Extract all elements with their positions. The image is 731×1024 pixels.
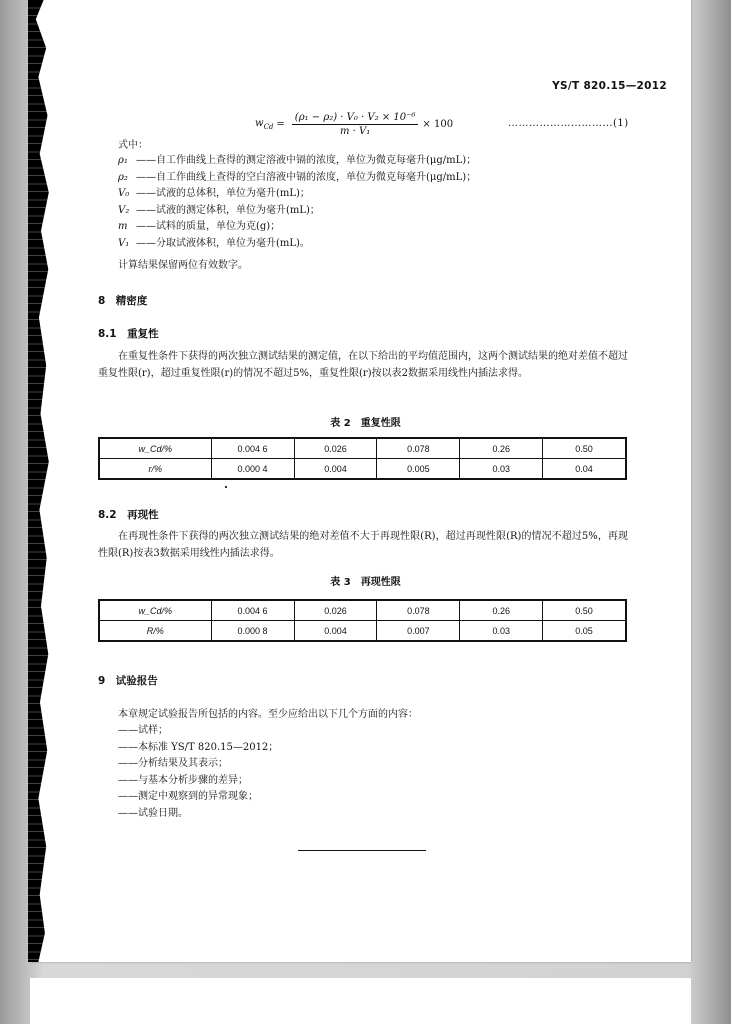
table-cell: 0.000 8 [211, 621, 294, 642]
section-8-title: 8 精密度 [98, 295, 148, 307]
table-row [99, 600, 626, 621]
formula-denominator: m · V₁ [339, 126, 371, 137]
table-row-header: r/% [99, 459, 211, 480]
table-cell: 0.004 6 [211, 438, 294, 459]
table-row [99, 621, 626, 642]
variable-description: ——试料的质量，单位为克(g)； [136, 221, 281, 232]
list-item: ——分析结果及其表示； [118, 758, 228, 769]
variable-definition [118, 203, 320, 220]
variable-definition [118, 170, 476, 187]
variable-symbol: V₀ [118, 188, 130, 199]
variable-symbol: ρ₁ [118, 155, 128, 166]
variable-definition [118, 153, 476, 170]
table-cell: 0.078 [377, 600, 460, 621]
table-cell: 0.000 4 [211, 459, 294, 480]
variable-definition [118, 219, 280, 236]
formula-lhs [255, 118, 273, 131]
list-item: ——与基本分析步骤的差异； [118, 774, 248, 786]
list-item: ——测定中观察到的异常现象； [118, 791, 258, 802]
list-item: ——本标准 YS/T 820.15—2012； [118, 741, 279, 753]
section-8-1-title: 8.1 重复性 [98, 328, 159, 340]
table-cell: 0.004 [294, 621, 377, 642]
section-9-title: 9 试验报告 [98, 675, 158, 687]
variable-symbol: V₁ [118, 237, 130, 249]
section-8-2-text: 在再现性条件下获得的两次独立测试结果的绝对差值不大于再现性限(R)，超过再现性限(R)的情况不超过5%，再现性限(R)按表3数据采用线性内插法求得。 [98, 531, 628, 559]
table-row-header: w_Cd/% [99, 438, 211, 459]
table-cell: 0.50 [543, 600, 626, 621]
equation-number: …………………………(1) [508, 118, 629, 129]
table-cell: 0.03 [460, 621, 543, 642]
variable-definition [118, 186, 310, 203]
section-8-2-title: 8.2 再现性 [98, 509, 159, 521]
formula-equals: = [276, 119, 285, 130]
table-3-caption: 表 3 再现性限 [330, 577, 401, 588]
variable-description: ——自工作曲线上查得的测定溶液中镉的浓度，单位为微克每毫升(μg/mL)； [136, 155, 477, 166]
table-cell: 0.26 [460, 438, 543, 459]
table-cell: 0.007 [377, 621, 460, 642]
table-2-repeatability [98, 437, 627, 480]
variable-definition [118, 236, 310, 253]
formula-multiplier: × 100 [422, 119, 454, 130]
table-cell: 0.03 [460, 459, 543, 480]
variable-description: ——试液的测定体积，单位为毫升(mL)； [136, 204, 320, 216]
table-cell: 0.50 [543, 438, 626, 459]
formula-fraction [292, 112, 419, 137]
section-8-1-text: 在重复性条件下获得的两次独立测试结果的测定值，在以下给出的平均值范围内，这两个测试结果的绝对差值不超过重复性限(r)，超过重复性限(r)的情况不超过5%，重复性限(r)按以表2数据采用线性内插法求得。 [98, 351, 628, 379]
table-cell: 0.078 [377, 438, 460, 459]
variable-description: ——自工作曲线上查得的空白溶液中镉的浓度，单位为微克每毫升(μg/mL)； [136, 171, 477, 183]
variable-description: ——试液的总体积，单位为毫升(mL)； [136, 188, 310, 199]
standard-number: YS/T 820.15—2012 [552, 80, 667, 92]
table-2-caption: 表 2 重复性限 [330, 418, 401, 429]
calc-note: 计算结果保留两位有效数字。 [118, 260, 248, 271]
variable-symbol: ρ₂ [118, 171, 128, 183]
table-cell: 0.005 [377, 459, 460, 480]
table-cell: 0.04 [543, 459, 626, 480]
table-row-header: R/% [99, 621, 211, 642]
end-rule [298, 850, 426, 851]
scan-speck [225, 486, 227, 488]
formula [255, 112, 453, 137]
list-item: ——试验日期。 [118, 807, 188, 819]
table-cell: 0.004 6 [211, 600, 294, 621]
variable-symbol: m [118, 221, 128, 232]
table-row-header: w_Cd/% [99, 600, 211, 621]
section-9-intro: 本章规定试验报告所包括的内容。至少应给出以下几个方面的内容： [118, 709, 418, 720]
table-cell: 0.05 [543, 621, 626, 642]
table-3-reproducibility [98, 599, 627, 642]
list-item: ——试样； [118, 725, 168, 736]
formula-numerator: (ρ₁ − ρ₂) · V₀ · V₂ × 10⁻⁶ [292, 112, 419, 125]
formula-lhs-subscript: Cd [263, 123, 274, 131]
next-page-edge [30, 978, 691, 1024]
table-cell: 0.026 [294, 600, 377, 621]
table-row [99, 459, 626, 480]
table-cell: 0.026 [294, 438, 377, 459]
variable-description: ——分取试液体积，单位为毫升(mL)。 [136, 237, 310, 249]
formula-lhs-symbol: w [255, 118, 264, 129]
table-cell: 0.004 [294, 459, 377, 480]
variable-symbol: V₂ [118, 204, 130, 216]
table-row [99, 438, 626, 459]
table-cell: 0.26 [460, 600, 543, 621]
where-intro: 式中： [118, 140, 148, 151]
